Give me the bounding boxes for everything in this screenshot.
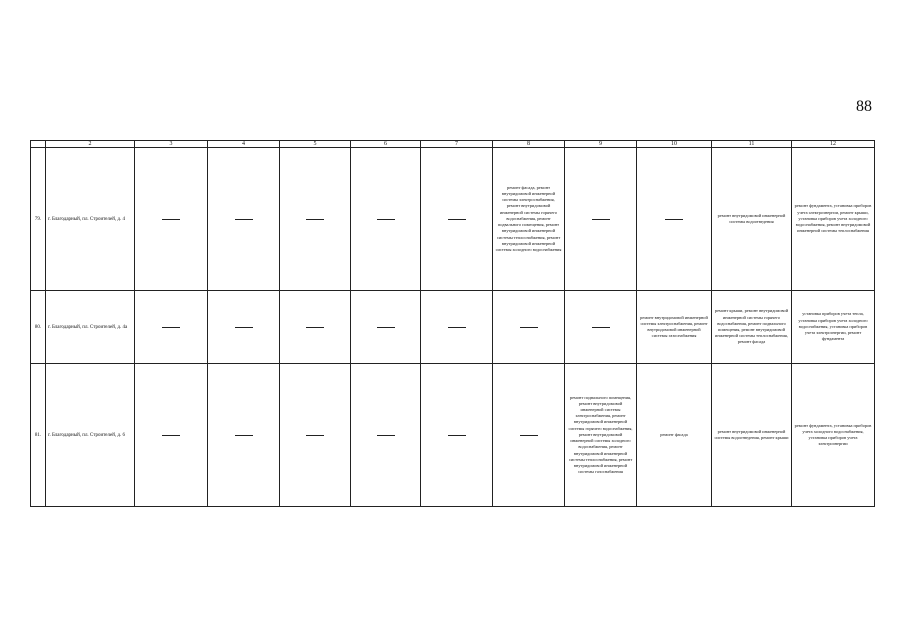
works-cell: ремонт внутридомовой инженерной системы водоотведения xyxy=(712,148,792,291)
dash-mark xyxy=(235,435,253,436)
header-cell: 8 xyxy=(493,141,565,148)
empty-cell xyxy=(565,148,637,291)
empty-cell xyxy=(637,148,712,291)
empty-cell xyxy=(135,291,208,364)
works-cell: ремонт фасада, ремонт внутридомовой инженерной системы электроснабжения, ремонт внутридомовой инженерной системы горячего водоснабжения, ремонт подвального помещения, ремонт внутридомовой инженерной системы теплоснабжения, ремонт внутридомовой инженерной системы холодного водоснабжения xyxy=(493,148,565,291)
empty-cell xyxy=(421,364,493,507)
dash-mark xyxy=(448,219,466,220)
dash-mark xyxy=(520,435,538,436)
dash-mark xyxy=(162,327,180,328)
header-cell: 3 xyxy=(135,141,208,148)
dash-mark xyxy=(665,219,683,220)
empty-cell xyxy=(421,291,493,364)
header-cell: 12 xyxy=(792,141,875,148)
dash-mark xyxy=(306,219,324,220)
works-cell: ремонт крыши, ремонт внутридомовой инженерной системы горячего водоснабжения, ремонт подвального помещения, ремонт внутридомовой инженерной системы теплоснабжения, ремонт фасада xyxy=(712,291,792,364)
empty-cell xyxy=(351,148,421,291)
empty-cell xyxy=(208,364,280,507)
dash-mark xyxy=(377,219,395,220)
dash-mark xyxy=(448,327,466,328)
empty-cell xyxy=(351,291,421,364)
header-cell: 10 xyxy=(637,141,712,148)
header-cell: 9 xyxy=(565,141,637,148)
dash-mark xyxy=(162,219,180,220)
dash-mark xyxy=(235,327,253,328)
works-cell: ремонт фасада xyxy=(637,364,712,507)
empty-cell xyxy=(208,148,280,291)
empty-cell xyxy=(493,291,565,364)
header-cell: 2 xyxy=(46,141,135,148)
empty-cell xyxy=(421,148,493,291)
header-row xyxy=(31,141,875,148)
dash-mark xyxy=(306,327,324,328)
table-row xyxy=(31,364,875,507)
row-address: г. Благодарный, пл. Строителей, д. 6 xyxy=(46,364,135,507)
dash-mark xyxy=(162,435,180,436)
page-number: 88 xyxy=(856,98,872,115)
works-cell: ремонт подвального помещения, ремонт внутридомовой инженерной системы электроснабжения, ремонт внутридомовой инженерной системы горячего водоснабжения, ремонт внутридомовой инженерной системы холодного водоснабжения, ремонт внутридомовой инженерной системы теплоснабжения, ремонт внутридомовой инженерной системы газоснабжения xyxy=(565,364,637,507)
header-cell: 4 xyxy=(208,141,280,148)
table-row xyxy=(31,291,875,364)
dash-mark xyxy=(592,219,610,220)
works-cell: установка приборов учета тепла, установка приборов учета холодного водоснабжения, установка приборов учета электроэнергии, ремонт фундамента xyxy=(792,291,875,364)
works-cell: ремонт фундамента, установка приборов учета электроэнергии, ремонт крыши, установка приборов учета холодного водоснабжения, ремонт внутридомовой инженерной системы теплоснабжения xyxy=(792,148,875,291)
empty-cell xyxy=(135,148,208,291)
empty-cell xyxy=(280,364,351,507)
row-address: г. Благодарный, пл. Строителей, д. 4а xyxy=(46,291,135,364)
dash-mark xyxy=(235,219,253,220)
row-number: 80. xyxy=(31,291,46,364)
empty-cell xyxy=(280,291,351,364)
row-number: 81. xyxy=(31,364,46,507)
dash-mark xyxy=(377,435,395,436)
dash-mark xyxy=(306,435,324,436)
dash-mark xyxy=(520,327,538,328)
works-cell: ремонт внутридомовой инженерной системы водоотведения, ремонт крыши xyxy=(712,364,792,507)
dash-mark xyxy=(592,327,610,328)
header-cell: 11 xyxy=(712,141,792,148)
empty-cell xyxy=(280,148,351,291)
empty-cell xyxy=(135,364,208,507)
empty-cell xyxy=(351,364,421,507)
empty-cell xyxy=(493,364,565,507)
header-cell: 6 xyxy=(351,141,421,148)
works-cell: ремонт фундамента, установка приборов учета холодного водоснабжения, установка приборов учета электроэнергии xyxy=(792,364,875,507)
table-row xyxy=(31,148,875,291)
dash-mark xyxy=(448,435,466,436)
header-cell: 7 xyxy=(421,141,493,148)
empty-cell xyxy=(208,291,280,364)
empty-cell xyxy=(565,291,637,364)
row-address: г. Благодарный, пл. Строителей, д. 4 xyxy=(46,148,135,291)
header-cell xyxy=(31,141,46,148)
row-number: 79. xyxy=(31,148,46,291)
works-table xyxy=(30,140,875,507)
works-cell: ремонт внутридомовой инженерной системы электроснабжения, ремонт внутридомовой инженерной системы газоснабжения xyxy=(637,291,712,364)
header-cell: 5 xyxy=(280,141,351,148)
dash-mark xyxy=(377,327,395,328)
